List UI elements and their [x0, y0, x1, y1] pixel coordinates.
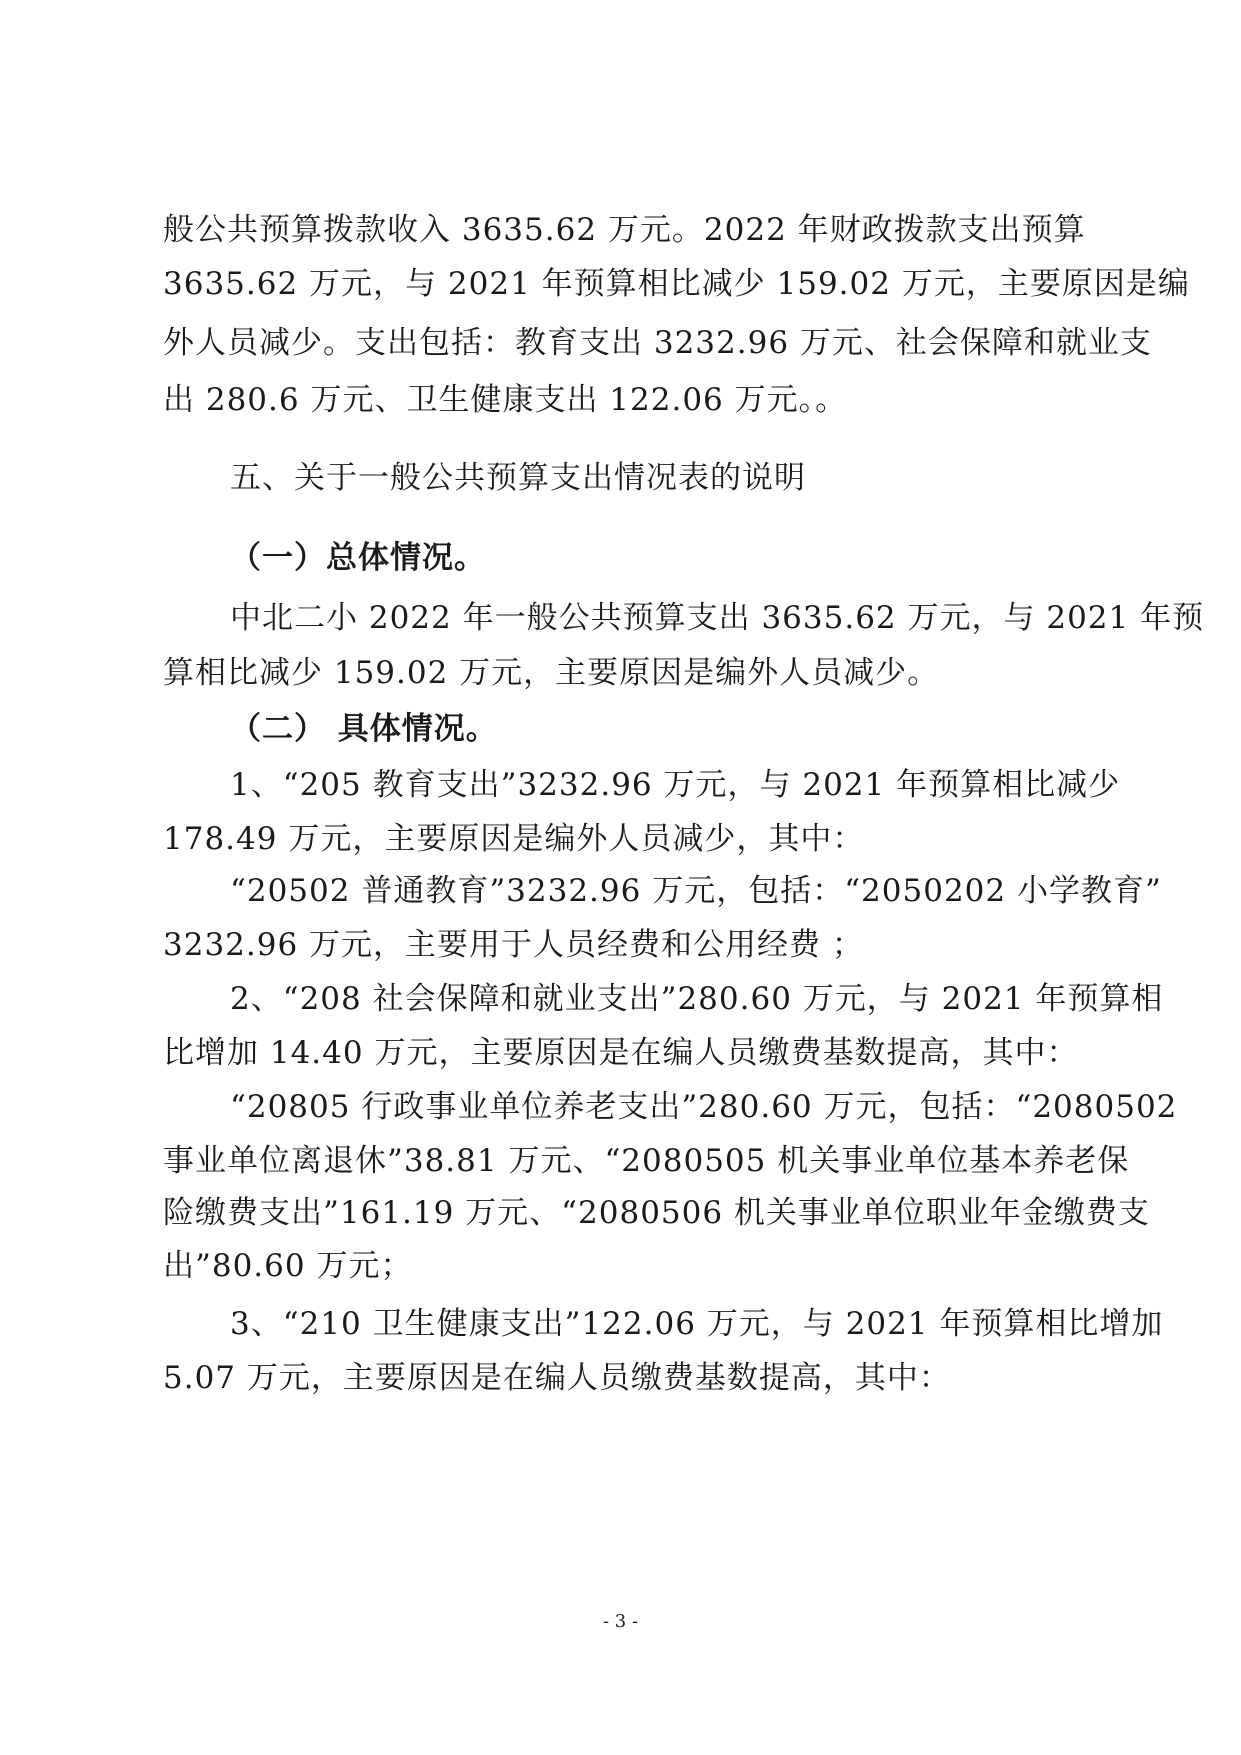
body-text-line: 2、“208 社会保障和就业支出”280.60 万元，与 2021 年预算相 — [230, 981, 1164, 1017]
body-text-line: 出”80.60 万元； — [163, 1248, 413, 1284]
subsection-heading-detail: （二） 具体情况。 — [230, 711, 498, 747]
body-text-line: 出 280.6 万元、卫生健康支出 122.06 万元。。 — [163, 382, 848, 418]
body-text-line: 3232.96 万元，主要用于人员经费和公用经费 ； — [163, 927, 864, 963]
body-text-line: 178.49 万元，主要原因是编外人员减少，其中： — [163, 821, 865, 857]
section-heading: 五、关于一般公共预算支出情况表的说明 — [230, 460, 806, 496]
body-text-line: 事业单位离退休”38.81 万元、“2080505 机关事业单位基本养老保 — [163, 1143, 1130, 1179]
body-text-line: 中北二小 2022 年一般公共预算支出 3635.62 万元，与 2021 年预 — [230, 600, 1205, 636]
page-number: - 3 - — [602, 1611, 639, 1632]
subsection-heading-overall: （一）总体情况。 — [230, 540, 486, 576]
body-text-line: 外人员减少。支出包括：教育支出 3232.96 万元、社会保障和就业支 — [163, 325, 1152, 361]
body-text-line: 5.07 万元，主要原因是在编人员缴费基数提高，其中： — [163, 1360, 951, 1396]
body-text-line: 3635.62 万元，与 2021 年预算相比减少 159.02 万元，主要原因是编 — [163, 266, 1190, 302]
body-text-line: 般公共预算拨款收入 3635.62 万元。2022 年财政拨款支出预算 — [163, 212, 1086, 248]
body-text-line: “20805 行政事业单位养老支出”280.60 万元，包括：“2080502 — [230, 1089, 1178, 1125]
body-text-line: “20502 普通教育”3232.96 万元，包括：“2050202 小学教育” — [230, 873, 1162, 909]
body-text-line: 险缴费支出”161.19 万元、“2080506 机关事业单位职业年金缴费支 — [163, 1195, 1150, 1231]
body-text-line: 3、“210 卫生健康支出”122.06 万元，与 2021 年预算相比增加 — [230, 1306, 1164, 1342]
body-text-line: 比增加 14.40 万元，主要原因是在编人员缴费基数提高，其中： — [163, 1035, 1079, 1071]
body-text-line: 1、“205 教育支出”3232.96 万元，与 2021 年预算相比减少 — [230, 767, 1121, 803]
body-text-line: 算相比减少 159.02 万元，主要原因是编外人员减少。 — [163, 655, 940, 691]
